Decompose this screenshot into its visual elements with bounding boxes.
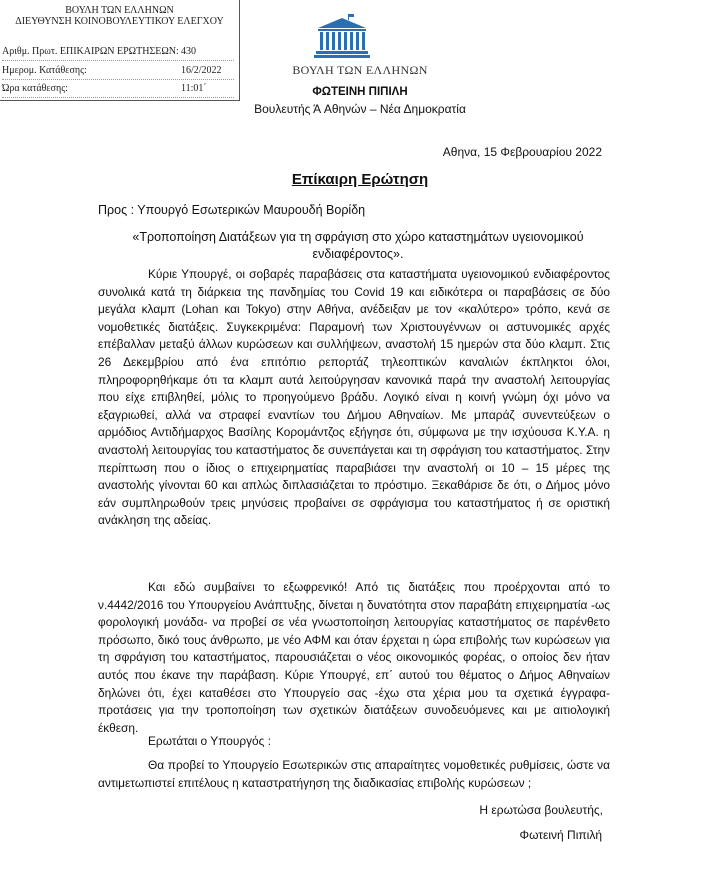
parliament-emblem-icon bbox=[314, 14, 370, 58]
document-title: Επίκαιρη Ερώτηση bbox=[291, 171, 429, 188]
stamp-row-time bbox=[2, 83, 234, 95]
stamp-row-value: 430 bbox=[181, 46, 196, 57]
question-intro: Ερωτάται ο Υπουργός : bbox=[148, 734, 272, 748]
mp-role: Βουλευτής Ά Αθηνών – Νέα Δημοκρατία bbox=[254, 102, 466, 116]
filing-stamp bbox=[0, 0, 240, 101]
stamp-row-label: Αριθμ. Πρωτ. ΕΠΙΚΑΙΡΩΝ ΕΡΩΤΗΣΕΩΝ: bbox=[2, 46, 179, 57]
stamp-row-label: Ώρα κατάθεσης: bbox=[2, 83, 68, 94]
mp-name: ΦΩΤΕΙΝΗ ΠΙΠΙΛΗ bbox=[312, 86, 408, 98]
closing-line: Η ερωτώσα βουλευτής, bbox=[479, 803, 603, 817]
recipient-line: Προς : Υπουργό Εσωτερικών Μαυρουδή Βορίδη bbox=[98, 203, 366, 217]
question-paragraph: Θα προβεί το Υπουργείο Εσωτερικών στις απαραίτητες νομοθετικές ρυθμίσεις, ώστε να αντιμετωπιστεί επιτέλους η καταστρατήγηση της διαδικασίας επιβολής κυρώσεων ; bbox=[98, 758, 610, 790]
body-paragraph: Και εδώ συμβαίνει το εξωφρενικό! Από τις διατάξεις που προέρχονται από το ν.4442/2016 του Υπουργείου Ανάπτυξης, δίνεται η δυνατότητα στον παραβάτη επιχειρηματία -ως φορολογική μονάδα- να προβεί σε νέα γνωστοποίηση λειτουργίας καταστήματος σε παρένθετο πρόσωπο, δικό τους άνθρωπο, με νέο ΑΦΜ και όταν έρχεται η ώρα επιβολής των κυρώσεων για τη σφράγιση του καταστήματος, παρουσιάζεται ο νέος οικονομικός φορέας, ο οποίος δεν ήταν αυτός που έκανε την παράβαση. Κύριε Υπουργέ, επ΄ αυτού του θέματος ο Δήμος Αθηναίων δηλώνει ότι, έχει καταθέσει στο Υπουργείο σας -έχω στα χέρια μου τα σχετικά έγγραφα- προτάσεις για την τροποποίηση των σχετικών διατάξεων συνοδευόμενες και με αιτιολογική έκθεση. bbox=[98, 580, 610, 735]
stamp-row-protocol bbox=[2, 46, 234, 58]
stamp-dept: ΔΙΕΥΘΥΝΣΗ ΚΟΙΝΟΒΟΥΛΕΥΤΙΚΟΥ ΕΛΕΓΧΟΥ bbox=[15, 16, 224, 27]
body-paragraph: Κύριε Υπουργέ, οι σοβαρές παραβάσεις στα καταστήματα υγειονομικού ενδιαφέροντος συνολικά κατά τη διάρκεια της πανδημίας του Covid 19 και ειδικότερα οι παραβάσεις σε δύο μεγάλα κλαμπ (Lohan και Tokyo) στην Αθήνα, ανέδειξαν με τον «καλύτερο» τρόπο, κενά σε νομοθετικές διατάξεις. Συγκεκριμένα: Παραμονή των Χριστουγέννων οι αστυνομικές αρχές επέβαλλαν μεταξύ άλλων κυρώσεων και συλλήψεων, αναστολή 15 ημερών στα δύο κλαμπ. Στις 26 Δεκεμβρίου από ένα επιτόπιο ρεπορτάζ τηλεοπτικών καναλιών έκπληκτοι όλοι, πληροφορηθήκαμε ότι τα κλαμπ αυτά λειτούργησαν κανονικά παρά την αναστολή λειτουργίας που είχε επιβληθεί, μόλις το προηγούμενο βράδυ. Λογικό είναι η κοινή γνώμη όχι μόνο να εξαγριωθεί, αλλά να στραφεί εναντίων του Δήμου Αθηναίων. Με μπαράζ συνεντεύξεων ο αρμόδιος Αντιδήμαρχος Βασίλης Κορομάντζος εξήγησε ότι, σύμφωνα με την ισχύουσα Κ.Υ.Α. η αναστολή λειτουργίας του καταστήματος δε συνεπάγεται και τη σφράγιση του καταστήματος. Στην περίπτωση που ο ίδιος ο επιχειρηματίας παραβιάσει την αναστολή οι 10 – 15 μέρες της αναστολής γίνονται 60 και απλώς διπλασιάζεται το πρόστιμο. Ξεκαθάρισε δε ότι, ο Δήμος μόνο εάν συμπληρωθούν τρεις μηνύσεις προβαίνει σε σφράγισμα του καταστήματος ή σε οριστική ανάκληση της αδείας. bbox=[98, 267, 610, 528]
stamp-org: ΒΟΥΛΗ ΤΩΝ ΕΛΛΗΝΩΝ bbox=[65, 5, 174, 16]
parliament-name: ΒΟΥΛΗ ΤΩΝ ΕΛΛΗΝΩΝ bbox=[292, 63, 428, 77]
stamp-row-value: 16/2/2022 bbox=[181, 65, 222, 76]
signature-name: Φωτεινή Πιπιλή bbox=[519, 828, 602, 842]
stamp-row-value: 11:01΄ bbox=[181, 83, 207, 94]
stamp-row-date bbox=[2, 65, 234, 77]
stamp-row-label: Ημερομ. Κατάθεσης: bbox=[2, 65, 87, 76]
subject-line: «Τροποποίηση Διατάξεων για τη σφράγιση στο χώρο καταστημάτων υγειονομικού ενδιαφέροντος». bbox=[132, 230, 584, 261]
document-date: Αθηνα, 15 Φεβρουαρίου 2022 bbox=[442, 145, 602, 159]
